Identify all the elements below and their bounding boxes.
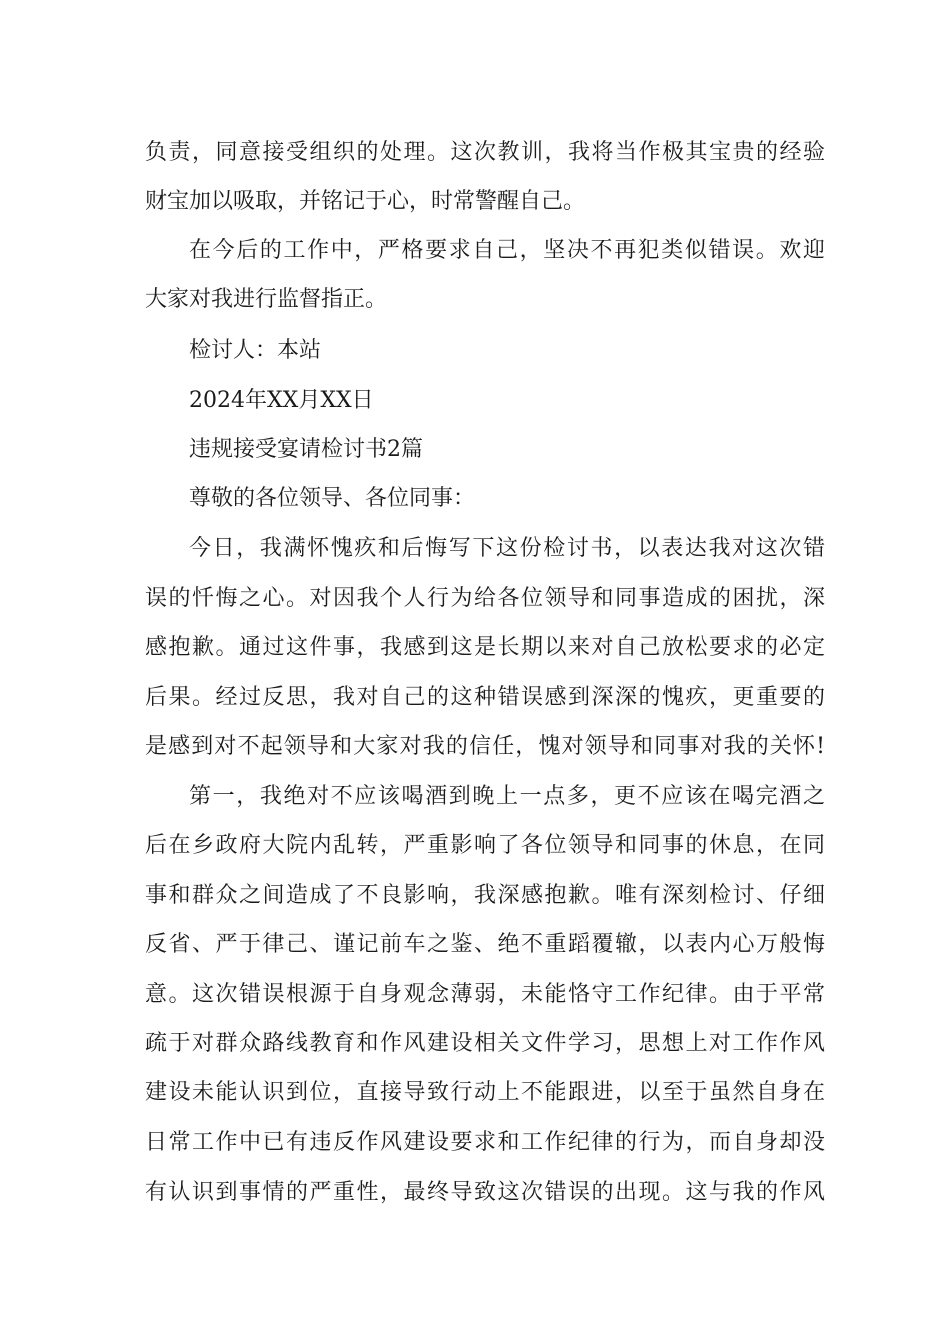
date-line: 2024年XX月XX日 bbox=[189, 388, 374, 413]
text-line: 事和群众之间造成了不良影响，我深感抱歉。唯有深刻检讨、仔细 bbox=[145, 883, 825, 908]
section-title: 违规接受宴请检讨书2篇 bbox=[189, 437, 423, 462]
text-line: 反省、严于律己、谨记前车之鉴、绝不重蹈覆辙，以表内心万般悔 bbox=[145, 932, 825, 957]
text-line: 感抱歉。通过这件事，我感到这是长期以来对自己放松要求的必定 bbox=[145, 635, 825, 660]
text-line: 后在乡政府大院内乱转，严重影响了各位领导和同事的休息，在同 bbox=[145, 833, 825, 858]
text-line: 第一，我绝对不应该喝酒到晚上一点多，更不应该在喝完酒之 bbox=[189, 784, 825, 809]
text-line: 在今后的工作中，严格要求自己，坚决不再犯类似错误。欢迎 bbox=[189, 238, 825, 263]
text-line: 有认识到事情的严重性，最终导致这次错误的出现。这与我的作风 bbox=[145, 1180, 825, 1205]
signer-line: 检讨人：本站 bbox=[189, 338, 322, 363]
text-line: 大家对我进行监督指正。 bbox=[145, 287, 388, 312]
salutation: 尊敬的各位领导、各位同事： bbox=[189, 486, 476, 511]
text-line: 财宝加以吸取，并铭记于心，时常警醒自己。 bbox=[145, 189, 586, 214]
text-line: 后果。经过反思，我对自己的这种错误感到深深的愧疚，更重要的 bbox=[145, 685, 825, 710]
text-line: 今日，我满怀愧疚和后悔写下这份检讨书，以表达我对这次错 bbox=[189, 536, 825, 561]
text-line: 误的忏悔之心。对因我个人行为给各位领导和同事造成的困扰，深 bbox=[145, 586, 825, 611]
text-line: 疏于对群众路线教育和作风建设相关文件学习，思想上对工作作风 bbox=[145, 1031, 825, 1056]
text-line: 是感到对不起领导和大家对我的信任，愧对领导和同事对我的关怀! bbox=[145, 734, 825, 759]
text-line: 日常工作中已有违反作风建设要求和工作纪律的行为，而自身却没 bbox=[145, 1130, 825, 1155]
text-line: 建设未能认识到位，直接导致行动上不能跟进，以至于虽然自身在 bbox=[145, 1080, 825, 1105]
text-line: 意。这次错误根源于自身观念薄弱，未能恪守工作纪律。由于平常 bbox=[145, 982, 825, 1007]
text-line: 负责，同意接受组织的处理。这次教训，我将当作极其宝贵的经验 bbox=[145, 140, 825, 165]
